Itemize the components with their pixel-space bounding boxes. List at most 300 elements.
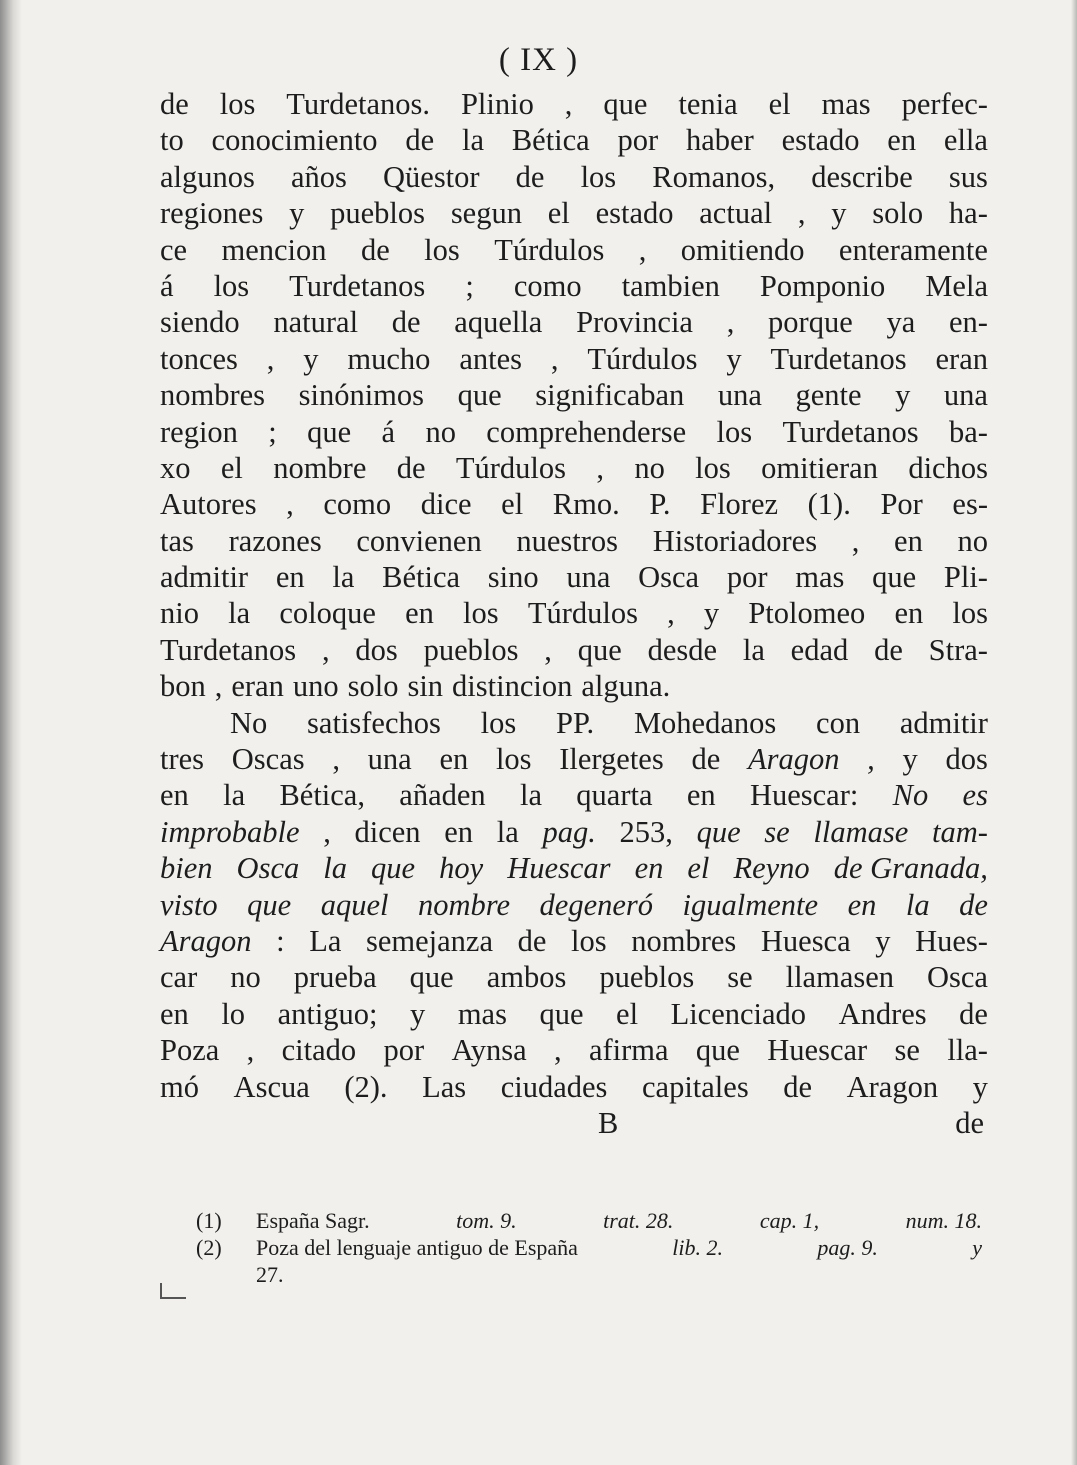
word: que [307, 414, 352, 449]
word: que [603, 87, 648, 121]
word: : [276, 923, 285, 958]
word: haber [686, 123, 754, 158]
word: que [457, 378, 502, 413]
word: por [383, 1033, 425, 1068]
word: y [303, 341, 319, 376]
word: convienen [356, 523, 482, 558]
word: , [266, 341, 275, 376]
word: Túrdulos [494, 232, 605, 267]
word: con [816, 705, 861, 740]
word: y [703, 596, 720, 631]
word: en [634, 851, 664, 886]
word: bon [160, 669, 206, 704]
word: la [742, 632, 765, 667]
word: , [323, 814, 331, 849]
word: de [874, 632, 903, 667]
text-line [160, 304, 988, 340]
word: (2). [344, 1069, 388, 1104]
word: que [696, 814, 741, 849]
word: pag. [542, 814, 596, 849]
word: de [517, 923, 547, 958]
word: Túrdulos [587, 341, 698, 376]
word: Provincia [576, 305, 693, 340]
word: mencion [221, 232, 327, 267]
word: citado [281, 1033, 357, 1068]
word: que [409, 960, 454, 995]
footnote-text: España Sagr. [256, 1208, 370, 1233]
word: de [959, 887, 988, 922]
word: se [894, 1033, 920, 1068]
word: coloque [279, 596, 376, 631]
word: es [962, 778, 988, 813]
word: los [495, 742, 532, 777]
word: la [332, 560, 355, 595]
word: Historiadores [652, 523, 818, 558]
word: en [894, 596, 924, 631]
word: Túrdulos [455, 450, 566, 485]
word: Licenciado [670, 996, 807, 1031]
word: razones [228, 523, 322, 558]
word: , [867, 742, 875, 777]
word: , [214, 669, 223, 704]
text-line [160, 959, 988, 995]
text-line [160, 450, 988, 486]
footnote-mark: (1) [196, 1208, 222, 1233]
word: la [905, 887, 930, 922]
footnote-text: cap. 1, [759, 1208, 820, 1233]
text-line [160, 486, 988, 522]
word: admitir [160, 560, 249, 595]
word: á [381, 414, 396, 449]
footnote-mark: (2) [196, 1235, 222, 1260]
word: Ascua [233, 1069, 310, 1104]
word: Turdetanos [289, 268, 426, 303]
word: que [695, 1033, 740, 1068]
word: , [797, 196, 806, 231]
word: Romanos, [652, 159, 776, 194]
word: Turdetanos [770, 341, 907, 376]
body-text [160, 86, 988, 1141]
word: Florez [700, 487, 779, 522]
word: Por [880, 487, 923, 522]
word: , [321, 632, 330, 667]
word: Osca [236, 851, 300, 886]
word: la [223, 778, 246, 813]
word: que [539, 996, 584, 1031]
word: de [160, 87, 189, 121]
word: nuestros [516, 523, 619, 558]
text-line [160, 1069, 988, 1105]
word: , [667, 596, 675, 631]
word: y [831, 196, 847, 231]
word: afirma [588, 1033, 669, 1068]
word: , [544, 632, 552, 667]
word: mas [457, 996, 507, 1031]
word: , [638, 232, 647, 267]
word: y [902, 742, 918, 777]
word: PP. [556, 705, 595, 740]
word: en [160, 996, 189, 1031]
footnote-text: trat. 28. [603, 1208, 674, 1233]
word: La [309, 923, 342, 958]
word: Aragon [747, 742, 840, 777]
word: Qüestor [383, 159, 480, 194]
footnote-text: tom. 9. [456, 1208, 517, 1233]
word: el [768, 87, 791, 121]
word: nombre [273, 450, 367, 485]
word: Pomponio [759, 268, 886, 303]
page-number: ( IX ) [498, 42, 579, 78]
word: comprehenderse [486, 414, 687, 449]
word: los [480, 705, 517, 740]
word: Autores [160, 487, 257, 522]
text-line [160, 668, 988, 704]
word: sino [487, 560, 539, 595]
word: describe [811, 159, 913, 194]
word: lla- [947, 1033, 988, 1068]
word: Turdetanos [160, 632, 297, 667]
word: tas [160, 523, 194, 558]
page-gutter-shadow [0, 0, 22, 1465]
word: el [547, 196, 570, 231]
word: enteramente [838, 232, 988, 267]
word: xo [160, 450, 191, 485]
word: porque [768, 305, 853, 340]
word: Turdetanos. [286, 87, 431, 121]
word: distincion [452, 669, 573, 704]
text-line [160, 814, 988, 850]
word: uno [292, 669, 339, 704]
footnote-continuation: 27. [256, 1262, 284, 1287]
word: dos [355, 632, 398, 667]
word: satisfechos [307, 705, 441, 740]
word: mucho [347, 341, 431, 376]
footnote-text: pag. 9. [817, 1235, 878, 1260]
word: de [783, 1069, 813, 1104]
text-line [160, 268, 988, 304]
word: á [160, 268, 174, 303]
word: de [691, 742, 721, 777]
word: Aragon [846, 1069, 939, 1104]
word: lo [221, 996, 246, 1031]
word: ambos [486, 960, 567, 995]
word: en [275, 560, 305, 595]
word: aquella [454, 305, 543, 340]
word: conocimiento [211, 123, 378, 158]
word: ce [160, 232, 188, 267]
text-line [160, 159, 988, 195]
word: degeneró [539, 887, 654, 922]
word: la [323, 851, 347, 886]
word: que [371, 851, 416, 886]
word: llamase [813, 814, 909, 849]
word: Poza [160, 1033, 220, 1068]
word: el [687, 851, 710, 886]
word: estado [781, 123, 860, 158]
word: siendo [160, 305, 240, 340]
word: Túrdulos [527, 596, 638, 631]
word: omitiendo [680, 232, 805, 267]
word: regiones [160, 196, 264, 231]
word: en- [948, 305, 988, 340]
word: años [290, 159, 347, 194]
word: tambien [621, 268, 720, 303]
text-line [160, 377, 988, 413]
footnote-text: y [972, 1235, 982, 1260]
word: ya [886, 305, 916, 340]
word: los [571, 923, 607, 958]
word: Stra- [928, 632, 988, 667]
word: por [617, 123, 659, 158]
word: Huescar: [749, 778, 859, 813]
text-line [160, 705, 988, 741]
page-edge-shadow [1071, 0, 1077, 1465]
word: Huescar [507, 851, 611, 886]
word: mó [160, 1069, 199, 1104]
word: añaden [399, 778, 486, 813]
word: mas [821, 87, 871, 121]
footnote-1 [196, 1207, 982, 1234]
word: de [405, 123, 435, 158]
word: de [391, 305, 421, 340]
word: natural [273, 305, 359, 340]
word: dicen [354, 814, 421, 849]
word: la [461, 123, 484, 158]
word: actual [699, 196, 773, 231]
word: capitales [642, 1069, 749, 1104]
word: , [564, 87, 573, 121]
word: una [943, 378, 988, 413]
word: improbable [160, 814, 300, 849]
word: , [332, 742, 340, 777]
word: Aragon [160, 923, 252, 958]
text-line [160, 86, 988, 122]
word: llamasen [785, 960, 895, 995]
word: Reyno [733, 851, 810, 886]
word: perfec- [901, 87, 988, 121]
text-line [160, 741, 988, 777]
word: no [230, 960, 261, 995]
text-line [160, 1032, 988, 1068]
word: aquel [320, 887, 389, 922]
word: los [952, 596, 988, 631]
word: en [439, 742, 469, 777]
word: , [851, 523, 860, 558]
word: de Granada, [833, 851, 988, 886]
word: Bética, [279, 778, 365, 813]
word: dichos [908, 450, 988, 485]
word: antiguo; [277, 996, 378, 1031]
text-line [160, 595, 988, 631]
signature-mark: B [598, 1105, 619, 1140]
word: por [726, 560, 768, 595]
word: antes [459, 341, 522, 376]
footnote-text: Poza del lenguaje antiguo de España [256, 1235, 578, 1260]
word: , [286, 487, 294, 522]
text-line [160, 850, 988, 886]
text-line [160, 414, 988, 450]
word: se [727, 960, 753, 995]
word: una [367, 742, 412, 777]
text-line [160, 523, 988, 559]
word: visto [160, 887, 218, 922]
word: y [972, 1069, 988, 1104]
word: tenia [678, 87, 738, 121]
word: Bética [511, 123, 590, 158]
word: Plinio [460, 87, 534, 121]
word: nio [160, 596, 199, 631]
word: y [895, 378, 911, 413]
word: en [894, 523, 923, 558]
word: ; [268, 414, 277, 449]
word: , [726, 305, 735, 340]
word: no [425, 414, 456, 449]
word: Ilergetes [559, 742, 664, 777]
word: de [959, 996, 988, 1031]
word: eran [935, 341, 988, 376]
word: semejanza [365, 923, 493, 958]
word: igualmente [682, 887, 819, 922]
word: los [424, 232, 460, 267]
word: P. [649, 487, 671, 522]
word: sin [407, 669, 444, 704]
word: eran [231, 669, 284, 704]
word: como [513, 268, 582, 303]
word: el [501, 487, 524, 522]
word: como [323, 487, 392, 522]
word: una [717, 378, 762, 413]
word: Aynsa [451, 1033, 527, 1068]
word: los [213, 268, 250, 303]
word: de [515, 159, 545, 194]
word: que [872, 560, 917, 595]
word: el [220, 450, 243, 485]
text-line [160, 887, 988, 923]
word: los [716, 414, 753, 449]
word: la [228, 596, 251, 631]
word: en [686, 778, 716, 813]
footnotes [196, 1207, 982, 1288]
word: Hues- [915, 923, 988, 958]
word: pueblos [599, 960, 695, 995]
text-line [160, 777, 988, 813]
word: los [219, 87, 256, 121]
word: la [496, 814, 519, 849]
word: Oscas [231, 742, 305, 777]
word: en [444, 814, 474, 849]
word: no [634, 450, 665, 485]
word: tres [160, 742, 205, 777]
word: y [726, 341, 742, 376]
word: en [847, 887, 877, 922]
word: segun [450, 196, 522, 231]
word: ciudades [500, 1069, 608, 1104]
word: sus [948, 159, 988, 194]
word: Mohedanos [633, 705, 777, 740]
word: Turdetanos [782, 414, 919, 449]
word: bien [160, 851, 213, 886]
word: que [577, 632, 622, 667]
word: , [550, 341, 559, 376]
word: una [566, 560, 611, 595]
word: Pli- [943, 560, 988, 595]
text-line [160, 122, 988, 158]
word: desde [647, 632, 718, 667]
word: , [596, 450, 604, 485]
word: la [519, 778, 542, 813]
word: Las [422, 1069, 467, 1104]
text-line [160, 232, 988, 268]
word: nombre [417, 887, 511, 922]
word: Mela [925, 268, 988, 303]
word: nombres [631, 923, 737, 958]
text-line [160, 996, 988, 1032]
word: No [892, 778, 929, 813]
word: los [580, 159, 617, 194]
footnote-text: lib. 2. [672, 1235, 724, 1260]
word: Ptolomeo [748, 596, 866, 631]
word: en [160, 778, 189, 813]
word: ba- [948, 414, 988, 449]
word: region [160, 414, 238, 449]
word: estado [595, 196, 674, 231]
margin-bracket-mark [160, 1283, 186, 1299]
word: ha- [948, 196, 988, 231]
word: en [405, 596, 434, 631]
text-line [160, 341, 988, 377]
word: prueba [293, 960, 377, 995]
text-line [160, 923, 988, 959]
text-line [160, 632, 988, 668]
word: Huesca [760, 923, 851, 958]
word: to [160, 123, 184, 158]
word: es- [952, 487, 988, 522]
word: el [616, 996, 639, 1031]
word: y [410, 996, 426, 1031]
word: ella [943, 123, 988, 158]
word: Huescar [767, 1033, 868, 1068]
text-line [160, 195, 988, 231]
word: Osca [638, 560, 700, 595]
word: hoy [439, 851, 484, 886]
word: no [957, 523, 988, 558]
word: solo [872, 196, 924, 231]
word: pueblos [423, 632, 519, 667]
signature-line [160, 1105, 988, 1141]
word: solo [347, 669, 399, 704]
word: , [246, 1033, 255, 1068]
word: tam- [931, 814, 988, 849]
word: admitir [899, 705, 988, 740]
word: dice [420, 487, 472, 522]
word: car [160, 960, 198, 995]
footnote-2 [196, 1234, 982, 1261]
word: y [875, 923, 891, 958]
word: Osca [927, 960, 988, 995]
word: en [887, 123, 917, 158]
word: Andres [838, 996, 927, 1031]
word: pueblos [330, 196, 426, 231]
word: (1). [807, 487, 851, 522]
word: de [396, 450, 426, 485]
word: omitieran [761, 450, 878, 485]
word: Rmo. [552, 487, 620, 522]
word: dos [945, 742, 988, 777]
word: alguna. [581, 669, 671, 704]
word: tonces [160, 341, 238, 376]
word: nombres [160, 378, 266, 413]
word: No [230, 705, 268, 740]
